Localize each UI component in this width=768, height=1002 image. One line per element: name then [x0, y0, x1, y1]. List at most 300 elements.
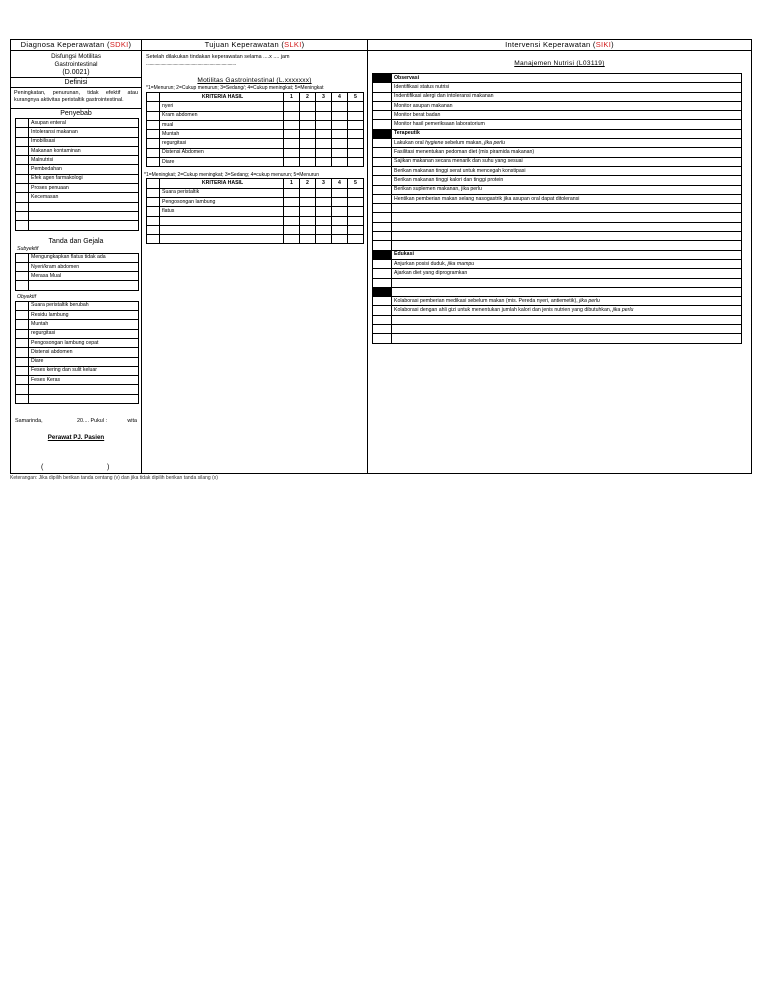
care-plan-sheet	[10, 39, 752, 474]
intervention-row	[373, 120, 742, 129]
penyebab-label: Penyebab	[11, 108, 141, 118]
checkbox-cell[interactable]	[373, 204, 392, 213]
scale-cell[interactable]	[316, 216, 332, 225]
checkbox-cell[interactable]	[147, 197, 160, 206]
diagnosis-header	[11, 40, 141, 51]
scale-cell[interactable]	[332, 216, 348, 225]
footer-city: Samarinda,	[15, 418, 43, 424]
intervention-italic: jika perlu	[484, 139, 506, 146]
checkbox-cell[interactable]	[147, 158, 160, 167]
checkbox-cell[interactable]	[16, 221, 29, 230]
scale-cell[interactable]	[284, 158, 300, 167]
scale-header: 1	[284, 93, 300, 102]
scale-cell[interactable]	[316, 148, 332, 157]
checkbox-cell[interactable]	[16, 193, 29, 202]
intervention-label	[392, 222, 742, 231]
checkbox-cell[interactable]	[373, 194, 392, 203]
goal-dots: ...........................................................................	[146, 61, 236, 67]
scale-header: 1	[284, 179, 300, 188]
intervention-label	[392, 194, 742, 203]
penyebab-row-label	[29, 211, 139, 220]
scale-cell[interactable]	[284, 235, 300, 244]
checkbox-cell[interactable]	[16, 253, 29, 262]
intervention-text: Hentikan pemberian makan selang nasogastrik jika asupan oral dapat ditoleransi	[394, 195, 580, 202]
scale-cell[interactable]	[284, 148, 300, 157]
intervention-label	[392, 139, 742, 148]
checkbox-cell[interactable]	[16, 184, 29, 193]
checkbox-cell[interactable]	[147, 130, 160, 139]
intervention-label	[392, 306, 742, 315]
checkbox-cell[interactable]	[373, 176, 392, 185]
obyektif-row-label	[29, 385, 139, 394]
checkbox-cell[interactable]	[16, 128, 29, 137]
scale-cell[interactable]	[316, 158, 332, 167]
section-marker	[373, 129, 392, 138]
intervention-text: Sajikan makanan secara menarik dan suhu yang sesuai	[394, 158, 523, 165]
kriteria-label	[160, 235, 284, 244]
checkbox-cell[interactable]	[16, 301, 29, 310]
obyektif-row-label: Feses Keras	[29, 376, 139, 385]
kriteria-header: KRITERIA HASIL	[160, 179, 284, 188]
scale-cell[interactable]	[348, 225, 364, 234]
checkbox-cell[interactable]	[373, 148, 392, 157]
checkbox-cell[interactable]	[16, 174, 29, 183]
checkbox-cell[interactable]	[16, 146, 29, 155]
checkbox-cell[interactable]	[147, 120, 160, 129]
scale-cell[interactable]	[332, 207, 348, 216]
checkbox-cell[interactable]	[16, 311, 29, 320]
kriteria-label: Muntah	[160, 130, 284, 139]
kriteria-label: Pengosongan lambung	[160, 197, 284, 206]
checkbox-cell[interactable]	[373, 241, 392, 250]
intervention-row	[373, 129, 742, 138]
scale-cell[interactable]	[300, 139, 316, 148]
kriteria-header: KRITERIA HASIL	[160, 93, 284, 102]
scale-header: 2	[300, 179, 316, 188]
intervention-row	[373, 204, 742, 213]
scale-cell[interactable]	[348, 235, 364, 244]
intervention-label	[392, 111, 742, 120]
scale-cell[interactable]	[332, 148, 348, 157]
intervention-row	[373, 222, 742, 231]
scale-cell[interactable]	[316, 130, 332, 139]
checkbox-cell[interactable]	[373, 315, 392, 324]
checkbox-cell[interactable]	[16, 119, 29, 128]
checkbox-cell[interactable]	[147, 207, 160, 216]
scale-cell[interactable]	[300, 225, 316, 234]
obyektif-row	[16, 320, 139, 329]
scale-cell[interactable]	[332, 235, 348, 244]
obyektif-row	[16, 366, 139, 375]
intervention-row	[373, 325, 742, 334]
checkbox-cell[interactable]	[16, 272, 29, 281]
checkbox-cell[interactable]	[16, 202, 29, 211]
penyebab-row	[16, 137, 139, 146]
scale-cell[interactable]	[332, 111, 348, 120]
checkbox-cell[interactable]	[373, 157, 392, 166]
scale-cell[interactable]	[300, 148, 316, 157]
tanda-gejala-label: Tanda dan Gejala	[48, 237, 104, 245]
scale-cell[interactable]	[300, 207, 316, 216]
scale-cell[interactable]	[348, 120, 364, 129]
intervention-row	[373, 232, 742, 241]
intervention-italic: jika perlu	[579, 297, 600, 304]
scale-header: 5	[348, 179, 364, 188]
goal-intro: Setelah dilakukan tindakan keperawatan selama ....x .... jam	[146, 54, 290, 60]
checkbox-cell[interactable]	[16, 366, 29, 375]
intervention-label	[392, 259, 742, 268]
intervention-row	[373, 92, 742, 101]
scale-cell[interactable]	[348, 111, 364, 120]
kriteria-table-1	[146, 92, 364, 167]
kriteria-label: Distensi Abdomen	[160, 148, 284, 157]
definisi-label: Definisi	[11, 77, 141, 88]
signature-date-line	[15, 418, 137, 424]
checkbox-cell[interactable]	[373, 259, 392, 268]
intervention-row	[373, 269, 742, 278]
obyektif-row	[16, 338, 139, 347]
penyebab-row-label: Makanan kontaminan	[29, 146, 139, 155]
intervention-label	[392, 74, 742, 83]
intervention-label	[392, 287, 742, 296]
checkbox-cell[interactable]	[16, 376, 29, 385]
scale-cell[interactable]	[332, 158, 348, 167]
scale-cell[interactable]	[332, 188, 348, 197]
intervention-italic: hygiene	[425, 139, 444, 146]
footer-date: 20.... Pukul :	[77, 418, 107, 424]
checkbox-cell[interactable]	[147, 111, 160, 120]
scale-cell[interactable]	[316, 197, 332, 206]
scale-cell[interactable]	[332, 130, 348, 139]
intervention-text: Anjurkan posisi duduk,	[394, 260, 448, 267]
goal-column	[142, 40, 368, 473]
footnote: Keterangan: Jika dipilih berikan tanda centang (v) dan jika tidak dipilih berikan tanda silang (x)	[10, 475, 218, 481]
kriteria-row	[147, 197, 364, 206]
scale-cell[interactable]	[284, 120, 300, 129]
checkbox-cell[interactable]	[373, 185, 392, 194]
checkbox-cell[interactable]	[147, 188, 160, 197]
scale-cell[interactable]	[300, 235, 316, 244]
intervention-row	[373, 148, 742, 157]
checkbox-cell[interactable]	[16, 156, 29, 165]
intervention-text: Observasi	[394, 74, 420, 81]
scale-cell[interactable]	[332, 225, 348, 234]
subyektif-row	[16, 262, 139, 271]
penyebab-row-label: Pembedahan	[29, 165, 139, 174]
checkbox-cell[interactable]	[16, 329, 29, 338]
intervention-row	[373, 315, 742, 324]
intervention-text: Indentifikasi alergi dan intoleransi makanan	[394, 93, 494, 100]
scale-cell[interactable]	[300, 216, 316, 225]
kriteria-label: regurgitasi	[160, 139, 284, 148]
checkbox-cell[interactable]	[16, 338, 29, 347]
checkbox-cell[interactable]	[147, 102, 160, 111]
checkbox-cell[interactable]	[147, 225, 160, 234]
subyektif-row-label: Nyeri/kram abdomen	[29, 262, 139, 271]
checkbox-cell[interactable]	[16, 211, 29, 220]
penyebab-row	[16, 202, 139, 211]
header-code: SLKI	[284, 40, 302, 49]
checkbox-cell[interactable]	[16, 357, 29, 366]
intervention-row	[373, 74, 742, 83]
penyebab-row-label	[29, 202, 139, 211]
checkbox-cell[interactable]	[373, 269, 392, 278]
penyebab-row	[16, 221, 139, 230]
intervention-row	[373, 287, 742, 296]
intervention-label	[392, 232, 742, 241]
scale-cell[interactable]	[348, 158, 364, 167]
scale-cell[interactable]	[284, 130, 300, 139]
kriteria-label: mual	[160, 120, 284, 129]
scale-cell[interactable]	[332, 120, 348, 129]
scale-cell[interactable]	[348, 197, 364, 206]
header-text: )	[128, 40, 132, 49]
penyebab-row	[16, 193, 139, 202]
header-text: Intervensi Keperawatan (	[505, 40, 596, 49]
checkbox-cell[interactable]	[147, 139, 160, 148]
intervention-text: Monitor hasil pemeriksaan laboratorium	[394, 121, 485, 128]
checkbox-cell[interactable]	[16, 394, 29, 403]
scale-cell[interactable]	[316, 139, 332, 148]
scale-cell[interactable]	[348, 207, 364, 216]
header-text: Tujuan Keperawatan (	[204, 40, 285, 49]
intervention-label	[392, 315, 742, 324]
kriteria-table-2	[146, 178, 364, 244]
header-text: )	[611, 40, 614, 49]
penyebab-row-label: Asupan enteral	[29, 119, 139, 128]
section-marker	[373, 74, 392, 83]
intervention-row	[373, 250, 742, 259]
checkbox-cell[interactable]	[373, 213, 392, 222]
scale-cell[interactable]	[300, 102, 316, 111]
intervention-text: Monitor berat badan	[394, 111, 441, 118]
scale-cell[interactable]	[316, 235, 332, 244]
checkbox-cell[interactable]	[373, 334, 392, 343]
diagnosis-code: (D.0021)	[62, 69, 90, 76]
checkbox-cell[interactable]	[373, 306, 392, 315]
intervention-row	[373, 185, 742, 194]
scale-header: 4	[332, 179, 348, 188]
checkbox-cell[interactable]	[16, 348, 29, 357]
obyektif-label: Obyektif	[17, 293, 37, 300]
intervention-text: Edukasi	[394, 251, 414, 258]
kriteria-row	[147, 188, 364, 197]
intervention-label	[392, 269, 742, 278]
kriteria-row	[147, 225, 364, 234]
checkbox-cell[interactable]	[373, 139, 392, 148]
checkbox-cell[interactable]	[16, 281, 29, 290]
intervention-row	[373, 176, 742, 185]
kriteria-row	[147, 216, 364, 225]
intervention-row	[373, 139, 742, 148]
scale-cell[interactable]	[284, 111, 300, 120]
scale-cell[interactable]	[284, 102, 300, 111]
scale-cell[interactable]	[284, 197, 300, 206]
penyebab-row	[16, 156, 139, 165]
obyektif-row-label: Muntah	[29, 320, 139, 329]
penyebab-row-label: Efek agen farmakologi	[29, 174, 139, 183]
checkbox-cell[interactable]	[373, 297, 392, 306]
header-code: SIKI	[595, 40, 612, 49]
intervention-row	[373, 297, 742, 306]
intervention-label	[392, 120, 742, 129]
kriteria-header-row	[147, 93, 364, 102]
kriteria-row	[147, 139, 364, 148]
intervention-text: Berikan suplemen makanan, jika perlu	[394, 186, 482, 193]
subyektif-row-label	[29, 281, 139, 290]
obyektif-row	[16, 357, 139, 366]
intervention-text: Monitor asupan makanan	[394, 102, 453, 109]
checkbox-cell[interactable]	[373, 166, 392, 175]
obyektif-table	[15, 301, 139, 404]
scale-header: 4	[332, 93, 348, 102]
checkbox-cell[interactable]	[373, 278, 392, 287]
checkbox-cell[interactable]	[16, 262, 29, 271]
scale-cell[interactable]	[348, 148, 364, 157]
checkbox-cell[interactable]	[373, 83, 392, 92]
subyektif-row	[16, 253, 139, 262]
obyektif-row	[16, 348, 139, 357]
definisi-text: Peningkatan, penurunan, tidak efektif atau kurangnya aktivitas peristaltik gastrointestinal.	[14, 90, 138, 103]
subyektif-row-label: Mengungkapkan flatus tidak ada	[29, 253, 139, 262]
scale-cell[interactable]	[300, 158, 316, 167]
scale-cell[interactable]	[300, 120, 316, 129]
scale-cell[interactable]	[316, 102, 332, 111]
kriteria-label: Diare	[160, 158, 284, 167]
kriteria-label	[160, 225, 284, 234]
obyektif-row-label: Diare	[29, 357, 139, 366]
kriteria-row	[147, 148, 364, 157]
scale-cell[interactable]	[348, 139, 364, 148]
penyebab-table	[15, 118, 139, 231]
checkbox-cell[interactable]	[147, 216, 160, 225]
penyebab-row	[16, 211, 139, 220]
penyebab-row	[16, 146, 139, 155]
intervention-label	[392, 241, 742, 250]
scale-cell[interactable]	[300, 188, 316, 197]
penyebab-row-label: Malnutrisi	[29, 156, 139, 165]
intervention-row	[373, 306, 742, 315]
intervention-label	[392, 157, 742, 166]
checkbox-cell[interactable]	[16, 385, 29, 394]
scale-cell[interactable]	[284, 207, 300, 216]
intervention-label	[392, 325, 742, 334]
scale1-note: *1=Menurun; 2=Cukup menurun; 3=Sedang/; 4=Cukup meningkat; 5=Meningkat	[146, 85, 324, 91]
intervention-row	[373, 111, 742, 120]
scale-cell[interactable]	[284, 188, 300, 197]
scale-cell[interactable]	[284, 139, 300, 148]
scale-cell[interactable]	[300, 130, 316, 139]
intervention-label	[392, 166, 742, 175]
scale-cell[interactable]	[348, 188, 364, 197]
scale-cell[interactable]	[332, 197, 348, 206]
obyektif-row	[16, 376, 139, 385]
checkbox-cell[interactable]	[373, 325, 392, 334]
scale-cell[interactable]	[316, 225, 332, 234]
checkbox-cell[interactable]	[373, 120, 392, 129]
kriteria-label	[160, 216, 284, 225]
checkbox-cell[interactable]	[147, 235, 160, 244]
obyektif-row	[16, 311, 139, 320]
checkbox-cell[interactable]	[16, 137, 29, 146]
intervention-header	[368, 40, 751, 51]
intervention-text: Identifikasi status nutrisi	[394, 83, 450, 90]
obyektif-row	[16, 385, 139, 394]
scale-cell[interactable]	[300, 197, 316, 206]
obyektif-row-label: Pengosongan lambung cepat	[29, 338, 139, 347]
penyebab-row	[16, 128, 139, 137]
intervention-row	[373, 334, 742, 343]
scale-cell[interactable]	[332, 139, 348, 148]
intervention-row	[373, 213, 742, 222]
checkbox-cell[interactable]	[373, 101, 392, 110]
obyektif-row-label: regurgitasi	[29, 329, 139, 338]
scale2-note: *1=Meningkat; 2=Cukup meningkat; 3=Sedang; 4=cukup menurun; 5=Menurun	[144, 172, 319, 179]
checkbox-cell[interactable]	[373, 111, 392, 120]
obyektif-row-label: Residu lambung	[29, 311, 139, 320]
header-text: )	[301, 40, 305, 49]
kriteria-label: Kram abdomen	[160, 111, 284, 120]
scale-cell[interactable]	[348, 102, 364, 111]
scale-cell[interactable]	[316, 120, 332, 129]
scale-cell[interactable]	[316, 207, 332, 216]
kriteria-row	[147, 158, 364, 167]
intervention-row	[373, 278, 742, 287]
obyektif-row-label: Suara peristaltik berubah	[29, 301, 139, 310]
scale-cell[interactable]	[348, 216, 364, 225]
checkbox-cell[interactable]	[147, 148, 160, 157]
intervention-label	[392, 92, 742, 101]
obyektif-row	[16, 394, 139, 403]
intervention-text: Berikan makanan tinggi kalori dan tinggi protein	[394, 176, 504, 183]
perawat-label: Perawat PJ. Pasien	[47, 434, 105, 441]
checkbox-cell	[147, 93, 160, 102]
diagnosis-title-line: Disfungsi Motilitas	[51, 53, 101, 60]
intervention-row	[373, 194, 742, 203]
scale-cell[interactable]	[332, 102, 348, 111]
scale-cell[interactable]	[284, 225, 300, 234]
scale-cell[interactable]	[284, 216, 300, 225]
footer-zone: wita	[127, 418, 137, 424]
scale-cell[interactable]	[348, 130, 364, 139]
intervention-text: Berikan makanan tinggi serat untuk mencegah konstipasi	[394, 167, 526, 174]
checkbox-cell[interactable]	[373, 222, 392, 231]
outcome-title: Motilitas Gastrointestinal (L.xxxxxxx)	[197, 77, 312, 84]
penyebab-row-label: Intoleransi makanan	[29, 128, 139, 137]
scale-cell[interactable]	[316, 188, 332, 197]
intervention-text: sebelum makan,	[443, 139, 485, 146]
checkbox-cell[interactable]	[373, 232, 392, 241]
intervention-text: Fasilitasi menentukan pedoman diet (mis piramida makanan)	[394, 149, 535, 156]
intervention-label	[392, 148, 742, 157]
subyektif-row	[16, 272, 139, 281]
kriteria-label: Suara peristaltik	[160, 188, 284, 197]
obyektif-row	[16, 301, 139, 310]
penyebab-row-label: Imobilisasi	[29, 137, 139, 146]
intervention-label	[392, 204, 742, 213]
intervention-column	[368, 40, 751, 473]
checkbox-cell[interactable]	[373, 92, 392, 101]
intervention-label	[392, 101, 742, 110]
diagnosis-title-line: Gastrointestinal	[54, 61, 98, 68]
section-marker	[373, 250, 392, 259]
intervention-label	[392, 83, 742, 92]
scale-cell[interactable]	[300, 111, 316, 120]
checkbox-cell[interactable]	[16, 165, 29, 174]
intervention-label	[392, 213, 742, 222]
checkbox-cell[interactable]	[16, 320, 29, 329]
scale-cell[interactable]	[316, 111, 332, 120]
